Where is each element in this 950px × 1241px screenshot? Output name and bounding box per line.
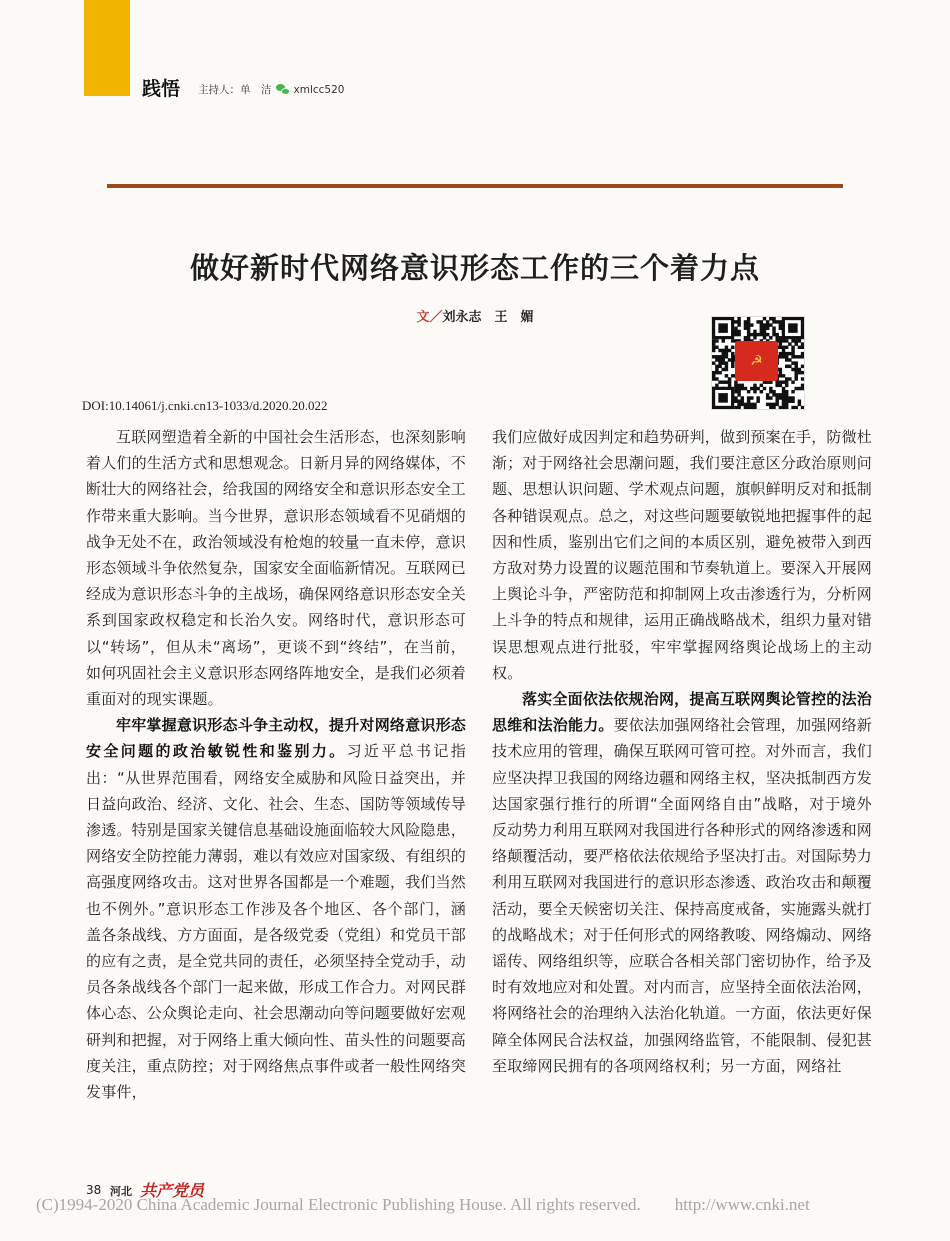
section-1-text: 习近平总书记指出：“从世界范围看，网络安全威胁和风险日益突出，并日益向政治、经济、文化、社会、生态、国防等领域传导渗透。特别是国家关键信息基础设施面临较大风险隐患，网络安全防控能力薄弱，难以有效应对国家级、有组织的高强度网络攻击。这对世界各国都是一个难题，我们当然也不例外。”意识形态工作涉及各个地区、各个部门，涵盖各条战线、方方面面，是各级党委（党组）和党员干部的应有之责，是全党共同的责任，必须坚持全党动手，动员各条战线各个部门一起来做，形成工作合力。对网民群体心态、公众舆论走向、社会思潮动向等问题要做好宏观研判和把握，对于网络上重大倾向性、苗头性的问题要高度关注，重点防控；对于网络焦点事件或者一般性网络突发事件， [86, 742, 467, 1102]
section-2-text: 要依法加强网络社会管理，加强网络新技术应用的管理，确保互联网可管可控。对外而言，我们应坚决捍卫我国的网络边疆和网络主权，坚决抵制西方发达国家强行推行的所谓“全面网络自由”战略，对于境外反动势力利用互联网对我国进行各种形式的网络渗透和网络颠覆活动，要严格依法依规给予坚决打击。对国际势力利用互联网对我国进行的意识形态渗透、政治攻击和颠覆活动，要全天候密切关注、保持高度戒备，实施露头就打的战略战术；对于任何形式的网络教唆、网络煽动、网络谣传、网络组织等，应联合各相关部门密切协作，给予及时有效地应对和处置。对内而言，应坚持全面依法治网，将网络社会的治理纳入法治化轨道。一方面，依法更好保障全体网民合法权益，加强网络监管，不能限制、侵犯甚至取缔网民拥有的各项网络权利；另一方面，网络社 [492, 716, 873, 1075]
page-number: 38 [86, 1183, 102, 1197]
section-1-heading: 牢牢掌握意识形态斗争主动权，提升对网络意识形态安全问题的政治敏锐性和鉴别力。 [86, 716, 466, 761]
article-title: 做好新时代网络意识形态工作的三个着力点 [189, 251, 760, 285]
body-column-left [86, 424, 466, 1105]
host-line [198, 82, 344, 97]
byline [0, 306, 950, 325]
cnki-watermark: (C)1994-2020 China Academic Journal Electronic Publishing House. All rights reserved. http://www.cnki.net [36, 1195, 810, 1214]
column-name: 践悟 [142, 78, 181, 100]
wechat-id: xmlcc520 [293, 83, 345, 96]
paragraph-section-2 [492, 686, 872, 1079]
paragraph-intro: 互联网塑造着全新的中国社会生活形态，也深刻影响着人们的生活方式和思想观念。日新月异的网络媒体，不断壮大的网络社会，给我国的网络安全和意识形态安全工作带来重大影响。当今世界，意识形态领域看不见硝烟的战争无处不在，政治领域没有枪炮的较量一直未停，意识形态领域斗争依然复杂，国家安全面临新情况。互联网已经成为意识形态斗争的主战场，确保网络意识形态安全关系到国家政权稳定和长治久安。网络时代，意识形态可以“转场”，但从未“离场”，更谈不到“终结”，在当前，如何巩固社会主义意识形态网络阵地安全，是我们必须着重面对的现实课题。 [86, 428, 467, 709]
footer-brand-logo: 共产党员 [140, 1181, 205, 1200]
footer-region: 河北 [110, 1185, 132, 1198]
section-2-heading: 落实全面依法依规治网，提高互联网舆论管控的法治思维和法治能力。 [492, 690, 872, 735]
wechat-icon [276, 84, 290, 95]
header-rule [107, 184, 843, 188]
doi: DOI:10.14061/j.cnki.cn13-1033/d.2020.20.022 [82, 398, 328, 413]
host-label: 主持人：单 洁 [198, 84, 272, 96]
authors: 刘永志 王 媚 [442, 310, 534, 325]
party-emblem-icon: ☭ [735, 341, 778, 381]
column-color-tab [84, 0, 130, 96]
paragraph-section-1 [86, 712, 466, 1105]
byline-prefix: 文／ [416, 310, 443, 325]
body-column-right [492, 424, 872, 1079]
paragraph-section-1-continued: 我们应做好成因判定和趋势研判，做到预案在手，防微杜渐；对于网络社会思潮问题，我们要注意区分政治原则问题、思想认识问题、学术观点问题，旗帜鲜明反对和抵制各种错误观点。总之，对这些问题要敏锐地把握事件的起因和性质，鉴别出它们之间的本质区别，避免被带入到西方敌对势力设置的议题范围和节奏轨道上。要深入开展网上舆论斗争，严密防范和抑制网上攻击渗透行为，分析网上斗争的特点和规律，运用正确战略战术，组织力量对错误思想观点进行批驳，牢牢掌握网络舆论战场上的主动权。 [492, 428, 873, 682]
